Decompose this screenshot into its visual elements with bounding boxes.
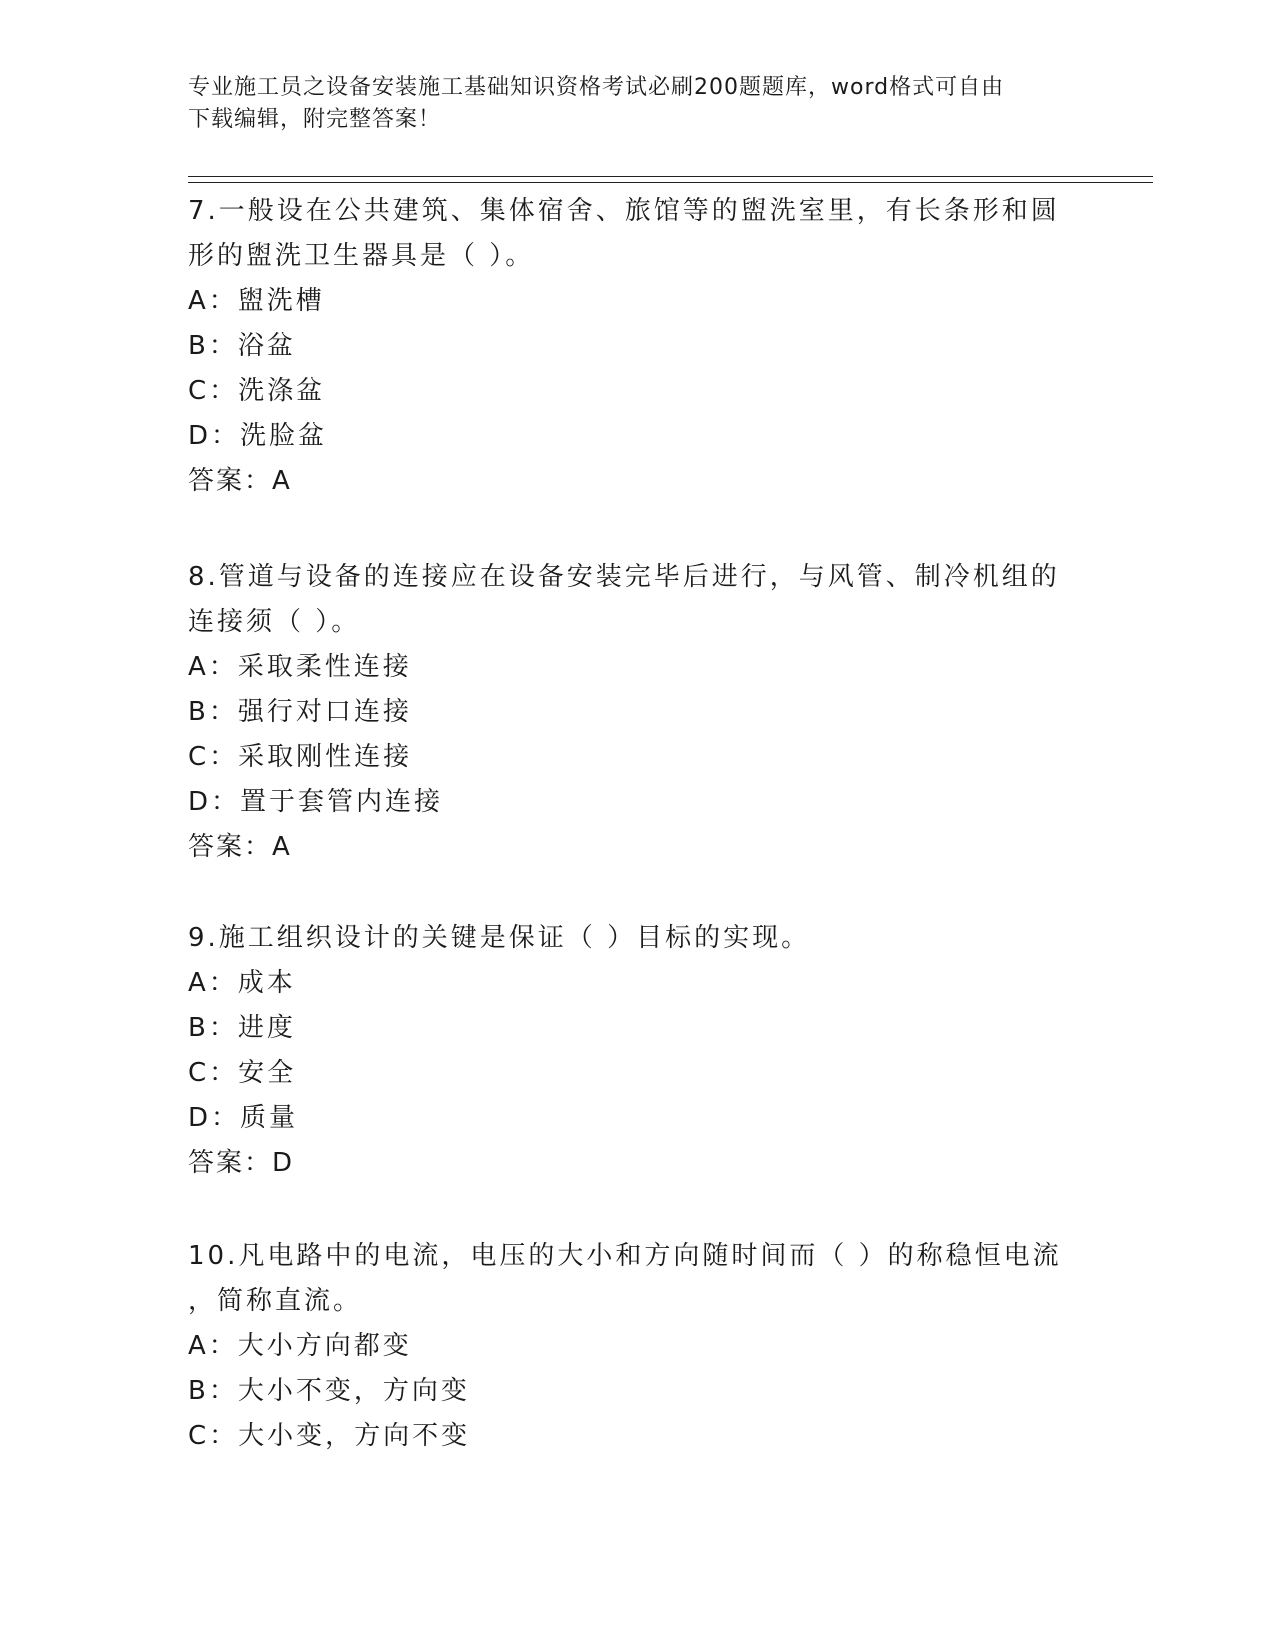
option-d: D：置于套管内连接 bbox=[188, 787, 444, 817]
option-d: D：质量 bbox=[188, 1103, 299, 1133]
question-stem-line: 7.一般设在公共建筑、集体宿舍、旅馆等的盥洗室里，有长条形和圆 bbox=[188, 196, 1060, 226]
header-line-1: 专业施工员之设备安装施工基础知识资格考试必刷200题题库，word格式可自由 bbox=[188, 75, 1005, 100]
question-stem-line: ，简称直流。 bbox=[188, 1286, 363, 1316]
question-stem-line: 9.施工组织设计的关键是保证（ ）目标的实现。 bbox=[188, 923, 811, 953]
question-stem-line: 形的盥洗卫生器具是（ ）。 bbox=[188, 241, 535, 271]
option-a: A：盥洗槽 bbox=[188, 286, 325, 316]
question-stem bbox=[188, 916, 1088, 961]
option-b: B：进度 bbox=[188, 1013, 296, 1043]
option-c: C：大小变，方向不变 bbox=[188, 1421, 471, 1451]
question-stem bbox=[188, 1234, 1088, 1324]
answer: 答案：A bbox=[188, 466, 292, 496]
option-b: B：大小不变，方向变 bbox=[188, 1376, 470, 1406]
question-stem bbox=[188, 555, 1088, 645]
option-c: C：安全 bbox=[188, 1058, 297, 1088]
header-divider-top bbox=[188, 176, 1153, 177]
option-b: B：强行对口连接 bbox=[188, 697, 412, 727]
question-7 bbox=[188, 189, 1088, 504]
question-10 bbox=[188, 1234, 1088, 1459]
answer: 答案：D bbox=[188, 1148, 295, 1178]
option-c: C：洗涤盆 bbox=[188, 376, 326, 406]
option-a: A：大小方向都变 bbox=[188, 1331, 412, 1361]
option-d: D：洗脸盆 bbox=[188, 421, 328, 451]
question-9 bbox=[188, 916, 1088, 1186]
option-a: A：采取柔性连接 bbox=[188, 652, 412, 682]
header-line-2: 下载编辑，附完整答案！ bbox=[188, 107, 442, 132]
question-stem-line: 10.凡电路中的电流，电压的大小和方向随时间而（ ）的称稳恒电流 bbox=[188, 1241, 1062, 1271]
question-stem-line: 连接须（ ）。 bbox=[188, 607, 361, 637]
answer: 答案：A bbox=[188, 832, 292, 862]
option-a: A：成本 bbox=[188, 968, 296, 998]
document-header bbox=[188, 72, 1088, 136]
option-c: C：采取刚性连接 bbox=[188, 742, 413, 772]
header-divider-bottom bbox=[188, 182, 1153, 183]
question-stem bbox=[188, 189, 1088, 279]
question-8 bbox=[188, 555, 1088, 870]
question-stem-line: 8.管道与设备的连接应在设备安装完毕后进行，与风管、制冷机组的 bbox=[188, 562, 1060, 592]
option-b: B：浴盆 bbox=[188, 331, 296, 361]
